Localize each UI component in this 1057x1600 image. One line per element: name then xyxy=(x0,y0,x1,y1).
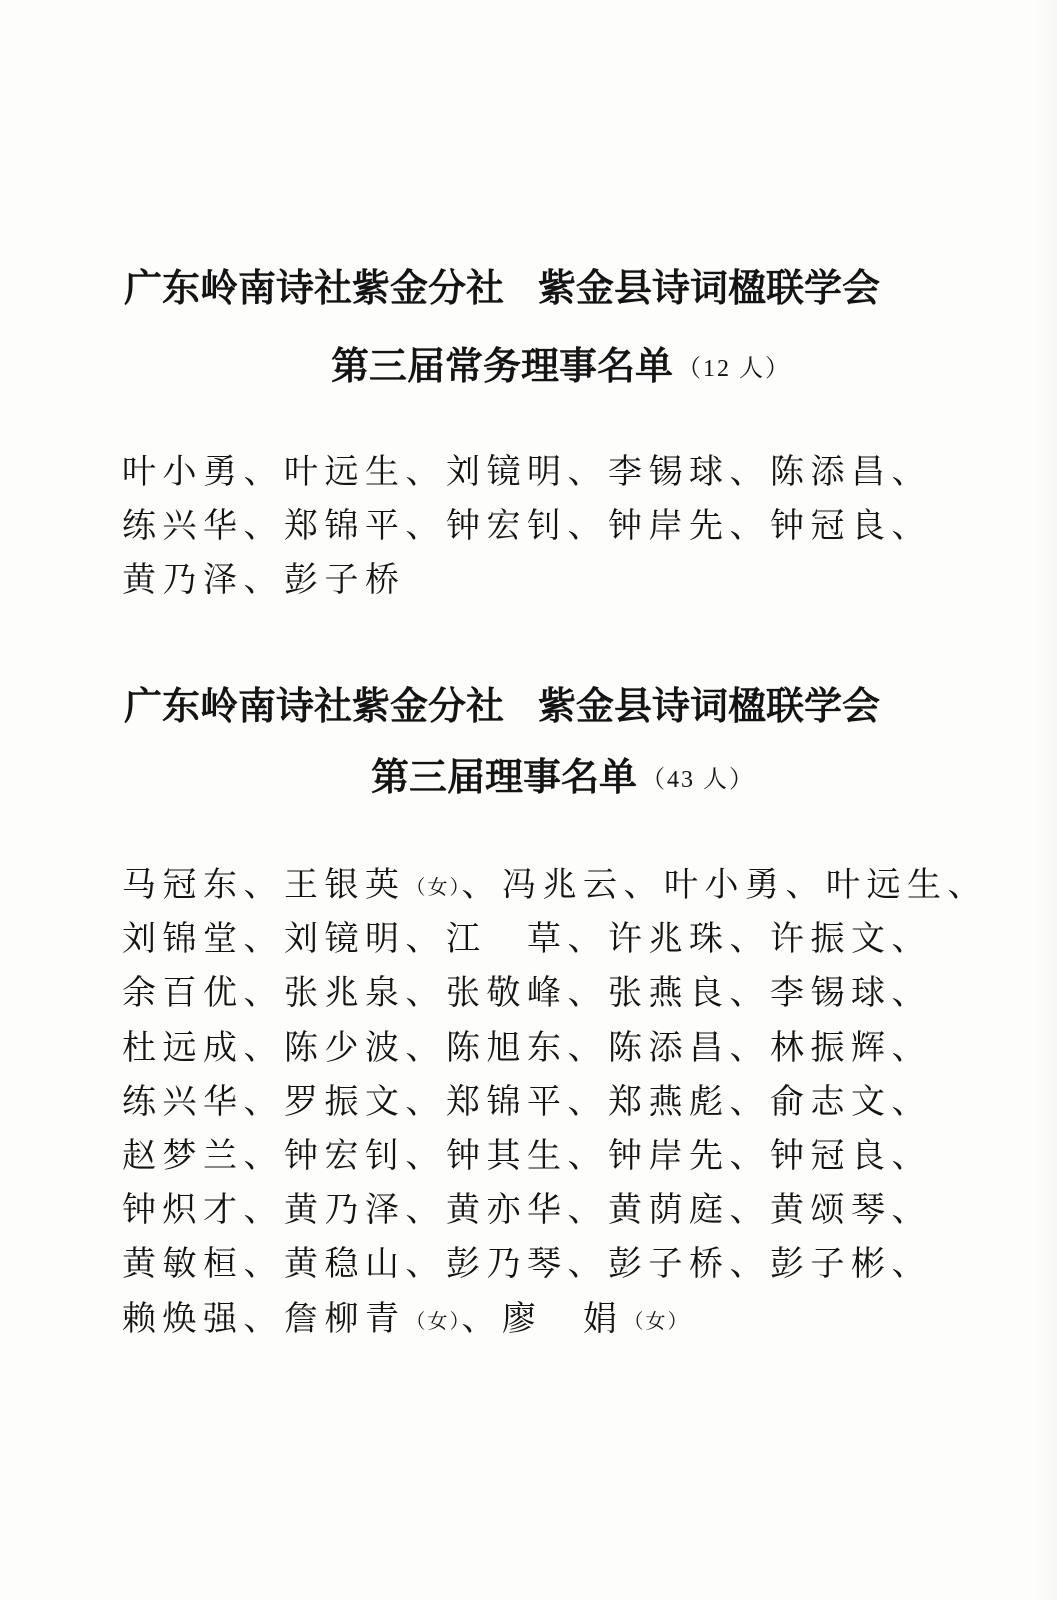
name-row: 黄乃泽、彭子桥 xyxy=(122,560,406,600)
section1-member-count: （12 人） xyxy=(677,356,792,382)
female-note: （女） xyxy=(405,1308,462,1333)
name-row-text: 钟炽才、黄乃泽、黄亦华、黄荫庭、黄颂琴、 xyxy=(122,1190,932,1231)
name-row xyxy=(122,912,932,966)
name-row xyxy=(122,1292,922,1346)
name-row: 叶小勇、叶远生、刘镜明、李锡球、陈添昌、 xyxy=(122,452,932,492)
scan-edge-shading xyxy=(1035,0,1057,1600)
name-row-text: 杜远成、陈少波、陈旭东、陈添昌、林振辉、 xyxy=(122,1027,932,1068)
section1-org-heading xyxy=(124,266,924,310)
name-row-text: 马冠东、王银英 xyxy=(122,865,406,905)
name-row xyxy=(122,966,932,1020)
name-row-text: 刘锦堂、刘镜明、江 草、许兆珠、许振文、 xyxy=(122,919,932,960)
name-row xyxy=(122,1021,932,1075)
section2-org-left: 广东岭南诗社紫金分社 xyxy=(124,683,505,728)
name-row-text: 赵梦兰、钟宏钊、钟其生、钟岸先、钟冠良、 xyxy=(122,1135,932,1176)
name-row-text: 黄敏桓、黄稳山、彭乃琴、彭子桥、彭子彬、 xyxy=(122,1244,932,1285)
name-row-text: 余百优、张兆泉、张敬峰、张燕良、李锡球、 xyxy=(122,973,932,1014)
section2-org-heading xyxy=(124,684,924,728)
section2-title-text: 第三届理事名单 xyxy=(371,754,638,799)
section2-org-right: 紫金县诗词楹联学会 xyxy=(538,683,881,728)
name-row xyxy=(122,1129,932,1183)
name-row xyxy=(122,1183,932,1237)
name-row-text: 、冯兆云、叶小勇、叶远生、 xyxy=(461,865,988,905)
name-row xyxy=(122,1075,932,1129)
section1-org-left: 广东岭南诗社紫金分社 xyxy=(124,265,505,310)
section2-member-count: （43 人） xyxy=(641,767,756,793)
name-row-text: 、廖 娟 xyxy=(461,1298,624,1339)
name-row-text: 练兴华、罗振文、郑锦平、郑燕彪、俞志文、 xyxy=(122,1081,932,1122)
name-row-text: 赖焕强、詹柳青 xyxy=(122,1298,406,1339)
section2-list-title xyxy=(371,755,971,802)
section1-org-right: 紫金县诗词楹联学会 xyxy=(538,265,881,310)
section1-title-text: 第三届常务理事名单 xyxy=(331,343,674,388)
female-note: （女） xyxy=(623,1308,690,1333)
name-row xyxy=(122,1237,932,1291)
section2-name-list xyxy=(122,858,988,1346)
female-note: （女） xyxy=(405,875,462,899)
name-row: 练兴华、郑锦平、钟宏钊、钟岸先、钟冠良、 xyxy=(122,506,932,546)
section1-list-title xyxy=(331,344,931,391)
section1-name-list xyxy=(122,445,932,607)
name-row xyxy=(122,858,988,912)
